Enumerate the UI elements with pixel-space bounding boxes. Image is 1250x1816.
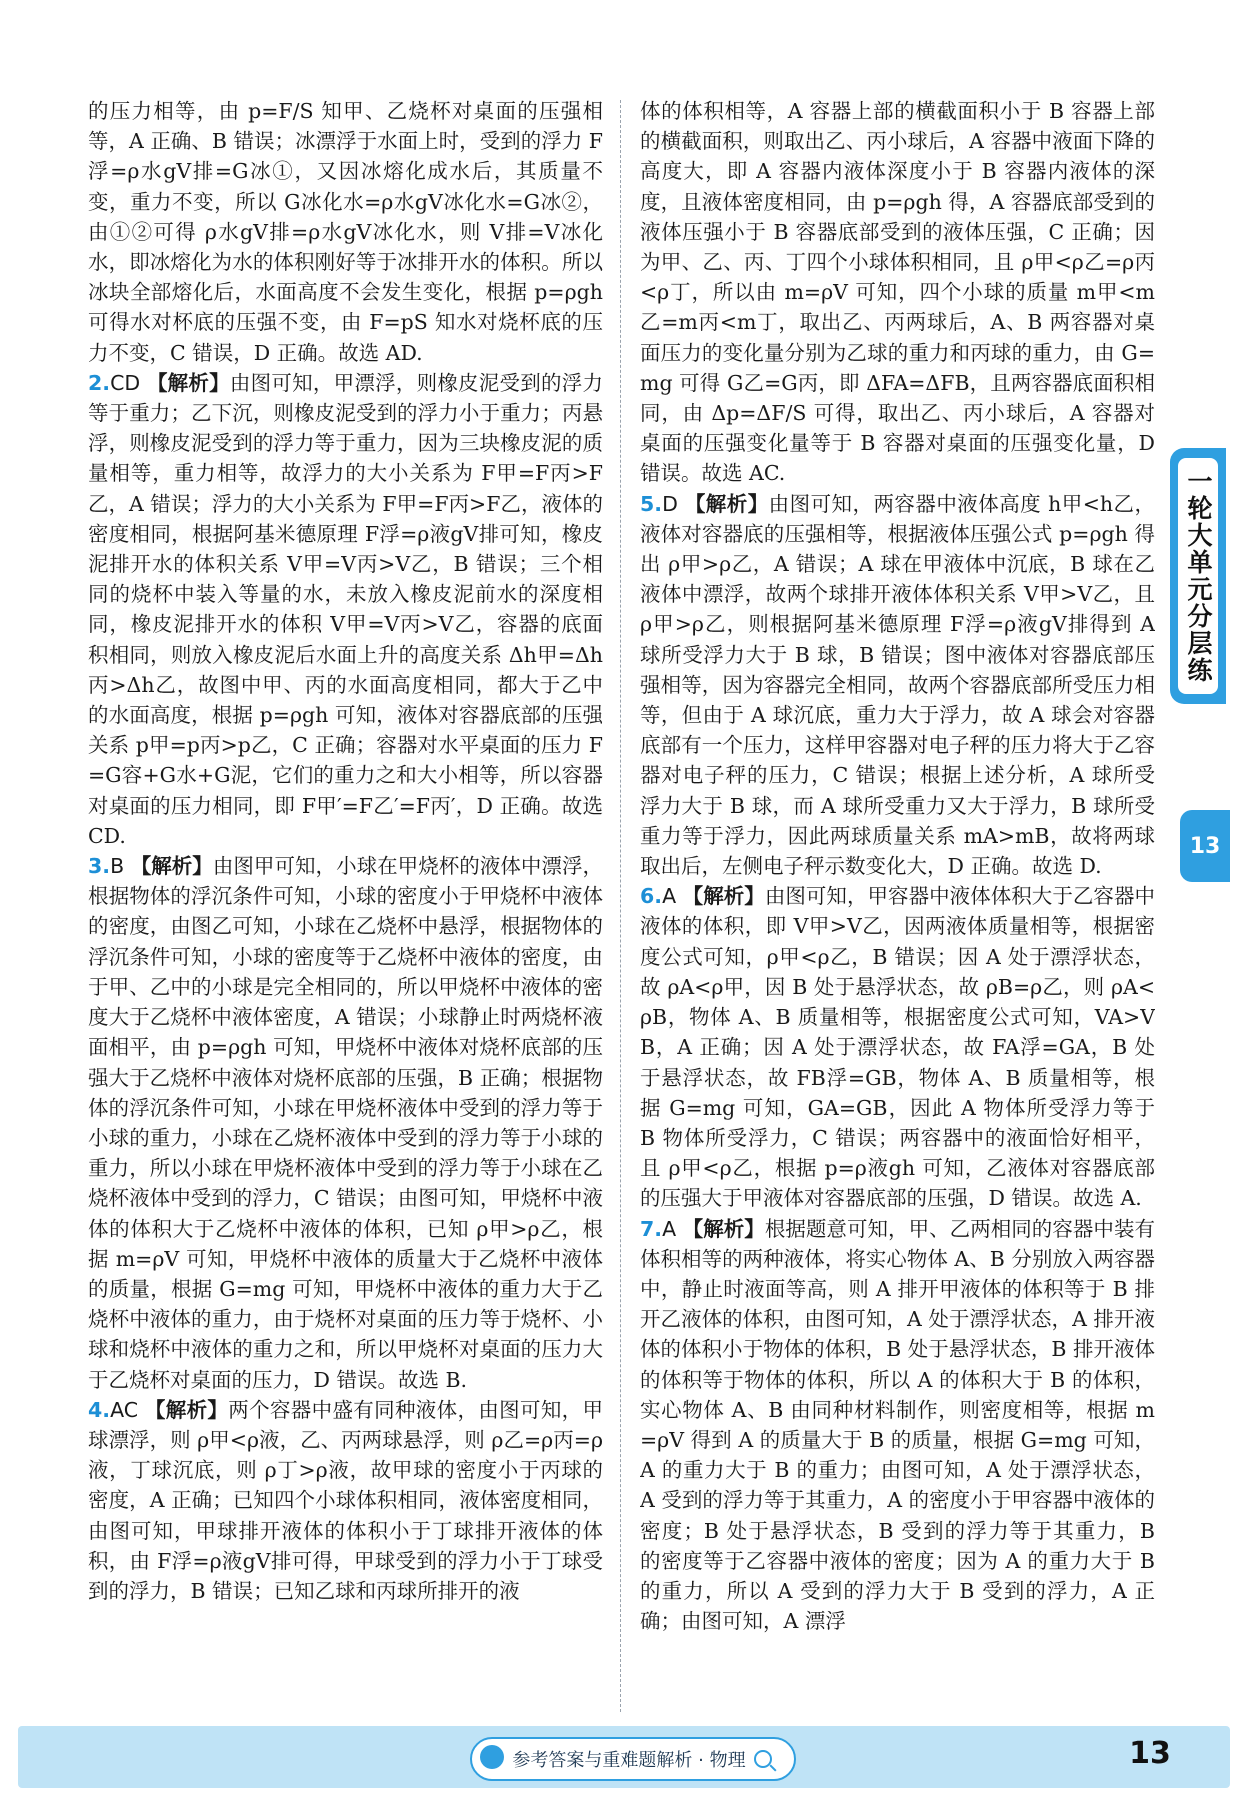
analysis-text: 由图可知，两容器中液体高度 h甲<h乙，液体对容器底的压强相等，根据液体压强公式 p=ρgh 得出 ρ甲>ρ乙，A 错误；A 球在甲液体中沉底，B 球在乙液体中漂浮，故两个球排开液体体积关系 V甲>V乙，且 ρ甲>ρ乙，则根据阿基米德原理 F浮=ρ液gV排得到 A 球所受浮力大于 B 球，B 错误；图中液体对容器底部压强相等，因为容器完全相同，故两个容器底部所受压力相等，但由于 A 球沉底，重力大于浮力，故 A 球会对容器底部有一个压力，这样甲容器对电子秤的压力将大于乙容器对电子秤的压力，C 错误；根据上述分析，A 球所受浮力大于 B 球，而 A 球所受重力又大于浮力，B 球所受重力等于浮力，因此两球质量关系 mA>mB，故将两球取出后，左侧电子秤示数变化大，D 正确。故选 D. (640, 491, 1155, 879)
analysis-tag: 【解析】 (682, 1216, 765, 1241)
answer-item-7 (640, 1214, 1155, 1637)
question-number: 2. (88, 370, 111, 395)
question-number: 7. (640, 1216, 663, 1241)
side-section-tab (1170, 448, 1226, 704)
right-column (640, 96, 1155, 1718)
answer-choice: CD (110, 370, 141, 395)
search-icon (754, 1750, 772, 1768)
analysis-text: 根据题意可知，甲、乙两相同的容器中装有体积相等的两种液体，将实心物体 A、B 分别放入两容器中，静止时液面等高，则 A 排开甲液体的体积等于 B 排开乙液体的体积，由图可知，A 处于漂浮状态，A 排开液体的体积小于物体的体积，B 处于悬浮状态，B 排开液体的体积等于物体的体积，所以 A 的体积大于 B 的体积，实心物体 A、B 由同种材料制作，则密度相等，根据 m=ρV 得到 A 的质量大于 B 的质量，根据 G=mg 可知，A 的重力大于 B 的重力；由图可知，A 处于漂浮状态，A 受到的浮力等于其重力，A 的密度小于甲容器中液体的密度；B 处于悬浮状态，B 受到的浮力等于其重力，B 的密度等于乙容器中液体的密度；因为 A 的重力大于 B 的重力，所以 A 受到的浮力大于 B 受到的浮力，A 正确；由图可知，A 漂浮 (640, 1216, 1155, 1634)
analysis-text: 两个容器中盛有同种液体，由图可知，甲球漂浮，则 ρ甲<ρ液，乙、丙两球悬浮，则 ρ乙=ρ丙=ρ液，丁球沉底，则 ρ丁>ρ液，故甲球的密度小于丙球的密度，A 正确；已知四个小球体积相同，液体密度相同，由图可知，甲球排开液体的体积小于丁球排开液体的体积，由 F浮=ρ液gV排可得，甲球受到的浮力小于丁球受到的浮力，B 错误；已知乙球和丙球所排开的液 (88, 1397, 603, 1603)
brand-badge-icon (480, 1745, 504, 1769)
answer-item-6 (640, 881, 1155, 1213)
analysis-tag: 【解析】 (682, 884, 765, 909)
left-column (88, 96, 603, 1718)
answer-item-4 (88, 1395, 603, 1606)
footer-bar (18, 1726, 1230, 1788)
analysis-tag: 【解析】 (684, 491, 769, 516)
footer-label: 参考答案与重难题解析 · 物理 (512, 1750, 746, 1771)
analysis-tag: 【解析】 (144, 1397, 229, 1422)
answer-choice: A (662, 1216, 677, 1241)
answer-choice: D (662, 491, 678, 516)
side-page-marker: 13 (1180, 810, 1230, 882)
answer-item-5 (640, 489, 1155, 882)
answer-choice: AC (110, 1397, 139, 1422)
question-number: 3. (88, 854, 111, 879)
column-divider (620, 100, 621, 1712)
answer-item-3 (88, 851, 603, 1395)
side-tab-label: 一轮大单元分层练 (1178, 458, 1218, 694)
answer-choice: A (662, 884, 677, 909)
answer-choice: B (110, 854, 125, 879)
analysis-tag: 【解析】 (146, 370, 230, 395)
right-intro-paragraph: 体的体积相等，A 容器上部的横截面积小于 B 容器上部的横截面积，则取出乙、丙小球后，A 容器中液面下降的高度大，即 A 容器内液体深度小于 B 容器内液体的深度，且液体密度相同，由 p=ρgh 得，A 容器底部受到的液体压强小于 B 容器底部受到的液体压强，C 正确；因为甲、乙、丙、丁四个小球体积相同，且 ρ甲<ρ乙=ρ丙<ρ丁，所以由 m=ρV 可知，四个小球的质量 m甲<m乙=m丙<m丁，取出乙、丙两球后，A、B 两容器对桌面压力的变化量分别为乙球的重力和丙球的重力，由 G=mg 可得 G乙=G丙，即 ΔFA=ΔFB，且两容器底面积相同，由 Δp=ΔF/S 可得，取出乙、丙小球后，A 容器对桌面的压强变化量等于 B 容器对桌面的压强变化量，D 错误。故选 AC. (640, 99, 1155, 486)
question-number: 4. (88, 1397, 111, 1422)
answer-item-2 (88, 368, 603, 851)
left-intro-paragraph: 的压力相等，由 p=F/S 知甲、乙烧杯对桌面的压强相等，A 正确、B 错误；冰漂浮于水面上时，受到的浮力 F浮=ρ水gV排=G冰①，又因冰熔化成水后，其质量不变，重力不变，所以 G冰化水=ρ水gV冰化水=G冰②，由①②可得 ρ水gV排=ρ水gV冰化水，则 V排=V冰化水，即冰熔化为水的体积刚好等于冰排开水的体积。所以冰块全部熔化后，水面高度不会发生变化，根据 p=ρgh 可得水对杯底的压强不变，由 F=pS 知水对烧杯底的压力不变，C 错误，D 正确。故选 AD. (88, 99, 603, 365)
analysis-text: 由图可知，甲漂浮，则橡皮泥受到的浮力等于重力；乙下沉，则橡皮泥受到的浮力小于重力；丙悬浮，则橡皮泥受到的浮力等于重力，因为三块橡皮泥的质量相等，重力相等，故浮力的大小关系为 F甲=F丙>F乙，A 错误；浮力的大小关系为 F甲=F丙>F乙，液体的密度相同，根据阿基米德原理 F浮=ρ液gV排可知，橡皮泥排开水的体积关系 V甲=V丙>V乙，B 错误；三个相同的烧杯中装入等量的水，未放入橡皮泥前水的深度相同，橡皮泥排开水的体积 V甲=V丙>V乙，容器的底面积相同，则放入橡皮泥后水面上升的高度关系 Δh甲=Δh丙>Δh乙，故图中甲、丙的水面高度相同，都大于乙中的水面高度，根据 p=ρgh 可知，液体对容器底部的压强关系 p甲=p丙>p乙，C 正确；容器对水平桌面的压力 F=G容+G水+G泥，它们的重力之和大小相等，所以容器对桌面的压力相同，即 F甲′=F乙′=F丙′，D 正确。故选 CD. (88, 370, 603, 848)
analysis-tag: 【解析】 (130, 854, 213, 879)
analysis-text: 由图可知，甲容器中液体体积大于乙容器中液体的体积，即 V甲>V乙，因两液体质量相等，根据密度公式可知，ρ甲<ρ乙，B 错误；因 A 处于漂浮状态，故 ρA<ρ甲，因 B 处于悬浮状态，故 ρB=ρ乙，则 ρA<ρB，物体 A、B 质量相等，根据密度公式可知，VA>VB，A 正确；因 A 处于漂浮状态，故 FA浮=GA，B 处于悬浮状态，故 FB浮=GB，物体 A、B 质量相等，根据 G=mg 可知，GA=GB，因此 A 物体所受浮力等于 B 物体所受浮力，C 错误；两容器中的液面恰好相平，且 ρ甲<ρ乙，根据 p=ρ液gh 可知，乙液体对容器底部的压强大于甲液体对容器底部的压强，D 错误。故选 A. (640, 884, 1155, 1211)
question-number: 6. (640, 884, 663, 909)
analysis-text: 由图甲可知，小球在甲烧杯的液体中漂浮，根据物体的浮沉条件可知，小球的密度小于甲烧杯中液体的密度，由图乙可知，小球在乙烧杯中悬浮，根据物体的浮沉条件可知，小球的密度等于乙烧杯中液体的密度，由于甲、乙中的小球是完全相同的，所以甲烧杯中液体的密度大于乙烧杯中液体密度，A 错误；小球静止时两烧杯液面相平，由 p=ρgh 可知，甲烧杯中液体对烧杯底部的压强大于乙烧杯中液体对烧杯底部的压强，B 正确；根据物体的浮沉条件可知，小球在甲烧杯液体中受到的浮力等于小球的重力，小球在乙烧杯液体中受到的浮力等于小球的重力，所以小球在甲烧杯液体中受到的浮力等于小球在乙烧杯液体中受到的浮力，C 错误；由图可知，甲烧杯中液体的体积大于乙烧杯中液体的体积，已知 ρ甲>ρ乙，根据 m=ρV 可知，甲烧杯中液体的质量大于乙烧杯中液体的质量，根据 G=mg 可知，甲烧杯中液体的重力大于乙烧杯中液体的重力，由于烧杯对桌面的压力等于烧杯、小球和烧杯中液体的重力之和，所以甲烧杯对桌面的压力大于乙烧杯对桌面的压力，D 错误。故选 B. (88, 854, 603, 1392)
page-number: 13 (1129, 1736, 1171, 1771)
footer-title-pill (470, 1737, 796, 1781)
question-number: 5. (640, 491, 663, 516)
